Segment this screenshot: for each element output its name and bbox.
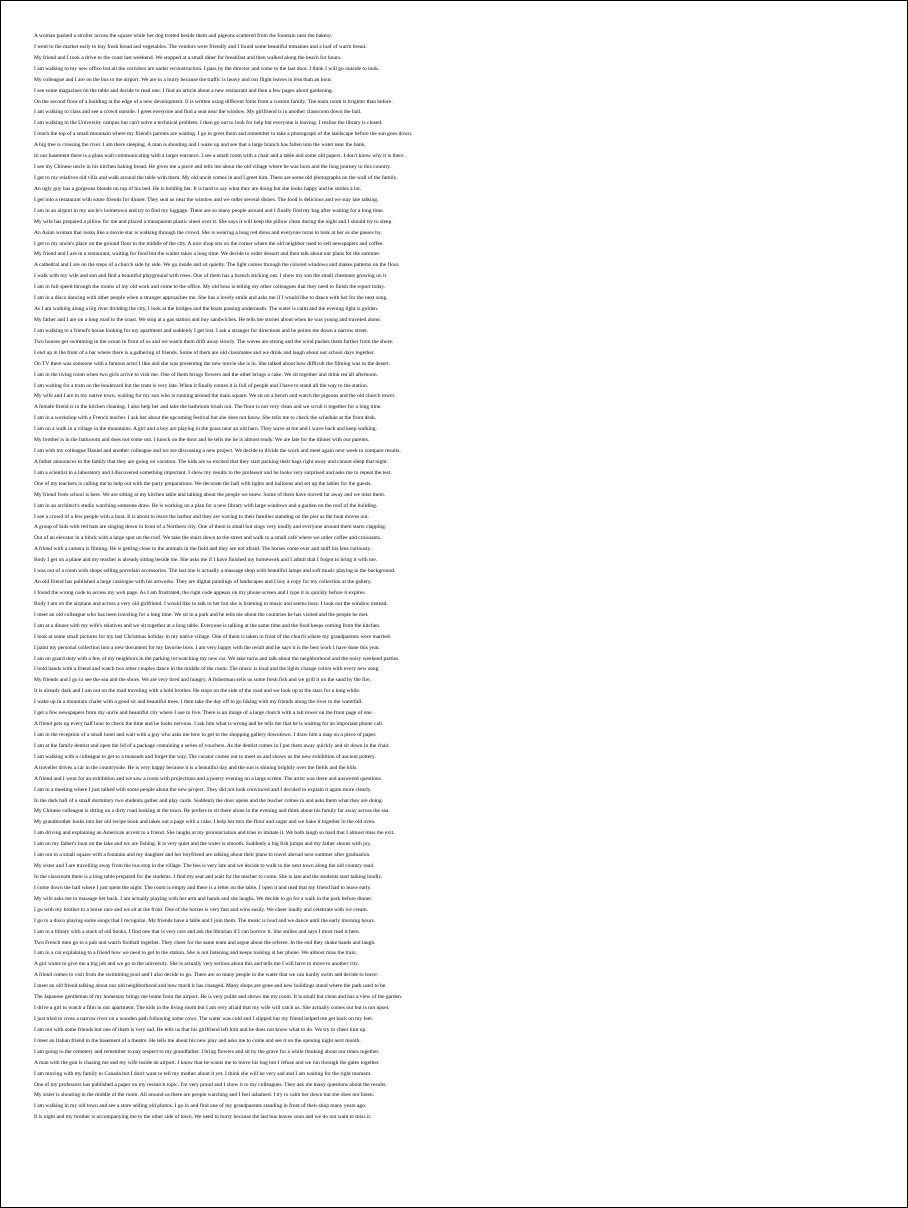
text-line: I go with my brother to a horse race and we sit at the front. One of the horses is very fast and wins easily. We cheer loudly and celebrate with ice cream. — [34, 906, 369, 913]
text-line: I get to my uncle's place on the ground floor in the middle of the city. A nice shop sits on the corner where the old neighbor used to sell newspapers and coffee. — [34, 240, 384, 247]
text-line: Out of an elevator in a block with a large spot on the roof. We take the stairs down to the street and walk to a small café where we order coffee and croissants. — [34, 535, 382, 542]
text-line: My Chinese colleague is sitting on a dirty road looking at the town. He prefers to sit there alone in the evening and think about his family far away across the sea. — [34, 808, 390, 815]
text-line: My sister is shouting in the middle of the room. All around us there are people watching and I feel ashamed. I try to calm her down but she does not listen. — [34, 1092, 375, 1099]
text-line: I am at a dinner with my wife's relatives and we sit together at a long table. Everyone is talking at the same time and the food keeps coming from the kitchen. — [34, 622, 381, 629]
text-line: My friends and I go to see the sea and the shore. We are very tired and hungry. A fisherman sells us some fresh fish and we grill it on the sand by the fire. — [34, 677, 372, 684]
text-line: A cathedral and I are on the steps of a church side by side. We go inside and sit quietly. The light comes through the colored windows and makes patterns on the floor. — [34, 262, 400, 269]
text-line: In the classroom there is a long table prepared for the students. I find my seat and wait for the teacher to come. She is late and the students start talking loudly. — [34, 873, 383, 880]
text-line: I am going to the cemetery and remember to pay respect to my grandfather. I bring flowers and sit by the grave for a while thinking about our times together. — [34, 1048, 380, 1055]
text-line: I am with my colleague Daniel and another colleague and we are discussing a new project. We decide to divide the work and meet again next week to compare results. — [34, 448, 401, 455]
text-line: One of my professors has published a paper on my research topic. I'm very proud and I show it to my colleagues. They ask me many questions about the results. — [34, 1081, 387, 1088]
text-line: I get a few newspapers from my uncle and beautiful city where I use to live. There is an image of a large church with a tall tower on the front page of one. — [34, 710, 373, 717]
text-line: On the second floor of a building at the edge of a new development. It is written using different fonts from a custom family. The main room is brighter than before. — [34, 98, 393, 105]
text-line: A friend with a camera is filming. He is getting close to the animals in the field and they are not afraid. The horses come over and sniff his lens curiously. — [34, 546, 372, 553]
text-line: I meet an old friend talking about our old neighborhood and how much it has changed. Many shops are gone and new buildings stand where the park used to be. — [34, 983, 387, 990]
text-line: I wake up in a mountain chalet with a good sir and beautiful trees. I then take the day off to go hiking with my friends along the river to the waterfall. — [34, 699, 363, 706]
text-line: I am a scientist in a laboratory and I discovered something important. I show my results to the professor and he looks very surprised and asks me to repeat the test. — [34, 469, 392, 476]
text-line: On TV there was someone with a famous actor I like and she was presenting the new movie she is in. She talked about how difficult the filming was in the desert. — [34, 360, 391, 367]
text-line: My friend and I took a drive to the coast last weekend. We stopped at a small diner for breakfast and then walked along the beach for hours. — [34, 54, 342, 61]
text-line: I go to a disco playing some songs that I recognize. My friends have a table and I join them. The music is loud and we dance until the early morning hours. — [34, 917, 376, 924]
text-line: A big tree is crossing the river. I am there sleeping. A man is shouting and I wake up and see that a large branch has fallen into the water near the bank. — [34, 142, 366, 149]
text-line: I walk with my wife and son and find a beautiful playground with trees. One of them has a branch sticking out. I show my son the small chestnuts growing on it. — [34, 273, 388, 280]
text-line: I am walking to a friend's house looking for my apartment and suddenly I get lost. I ask a stranger for directions and he points me down a narrow street. — [34, 327, 369, 334]
text-line: I was out of a room with shops selling porcelain accessories. The last one is actually a massage shop with beautiful lamps and soft music playing in the background. — [34, 568, 396, 575]
text-line: A girl wants to give me a big job and we go to the university. She is actually very serious about this and tells me I will have to move to another city. — [34, 961, 359, 968]
text-line: A woman pushed a stroller across the square while her dog trotted beside them and pigeons scattered from the fountain near the bakery. — [34, 33, 332, 39]
text-line: I am in a library with a stack of old books. I find one that is very rare and ask the librarian if I can borrow it. She smiles and says I must read it here. — [34, 928, 360, 935]
text-line: A friend and I went for an exhibition and we saw a room with projections and a poetry evening on a large screen. The artist was there and answered questions. — [34, 775, 383, 782]
text-line: I am in full speed through the rooms of my old work and come to the office. My old boss is telling my other colleagues that they need to finish the report today. — [34, 284, 386, 291]
text-line: A friend gets up every half hour to check the time and he looks nervous. I ask him what is wrong and he tells me that he is waiting for an important phone call. — [34, 721, 384, 728]
text-line: I am waiting for a tram on the boulevard but the tram is very late. When it finally comes it is full of people and I have to stand all the way to the station. — [34, 382, 369, 389]
text-line: My friend from school is here. We are sitting at my kitchen table and talking about the people we knew. Some of them have moved far away and we miss them. — [34, 491, 386, 498]
text-line: I am walking in my old town and see a store selling old photos. I go in and find one of my grandparents standing in front of their shop many years ago. — [34, 1103, 367, 1110]
text-line: My wife has prepared a pillow for me and placed a transparent plastic sheet over it. She says it will keep the pillow clean during the night and I should try to sleep. — [34, 218, 393, 225]
text-line: I am out with some friends but one of them is very sad. He tells us that his girlfriend left him and he does not know what to do. We try to cheer him up. — [34, 1026, 367, 1033]
text-line: I meet an Italian friend in the basement of a theatre. He tells me about his new play and asks me to come and see it on the opening night next month. — [34, 1037, 361, 1044]
text-line: I am walking to class and see a crowd outside. I greet everyone and find a seat near the window. My girlfriend is in another classroom down the hall. — [34, 109, 362, 116]
text-line: I am at the family dentist and open the lid of a package containing a series of vouchers. As the dentist comes in I put them away quickly and sit down in the chair. — [34, 742, 390, 749]
text-line: Two houses get swimming in the ocean in front of us and we watch them drift away slowly. The waves are strong and the wind pushes them further from the shore. — [34, 338, 394, 345]
text-line: I get to my relatives old villa and walk around the table with them. My old uncle comes in and I greet him. There are some old photographs on the wall of the family. — [34, 174, 398, 181]
text-line: An Asian woman that looks like a movie star is walking through the crowd. She is wearing a long red dress and everyone turns to look at her as she passes by. — [34, 229, 382, 236]
text-line: I am in the living room when two girls arrive to visit me. One of them brings flowers and the other brings a cake. We sit together and drink tea all afternoon. — [34, 371, 379, 378]
text-line: It is already dark and I am out on the road traveling with a bold brother. He stops on the side of the road and we look up at the stars for a long while. — [34, 688, 361, 695]
text-line: In our basement there is a glass wall communicating with a larger entrance. I see a small room with a chair and a table and some old papers. I don't know why it is there. — [34, 153, 405, 160]
text-line: A traveller drives a car in the countryside. He is very happy because it is a beautiful day and the sun is shining brightly over the fields and the hills. — [34, 764, 358, 771]
text-line: A group of kids with red hats are singing down in front of a Northern city. One of them is small but sings very loudly and everyone around them starts clapping. — [34, 524, 387, 531]
text-line: A friend comes to visit from the swimming pool and I also decide to go. There are so many people in the water that we can hardly swim and decide to leave. — [34, 972, 379, 979]
text-line: I am in an airport in my uncle's hometown and try to find my luggage. There are so many people around and I finally find my bag after waiting for a long time. — [34, 207, 385, 214]
text-line: I am in the reception of a small hotel and wait with a guy who asks me how to get to the shopping gallery downtown. I draw him a map on a piece of paper. — [34, 732, 377, 738]
text-line: I am in a meeting where I just talked with some people about the new project. They did not look convinced and I decided to explain it again more clearly. — [34, 786, 372, 793]
text-line: My father and I are on a long road to the coast. We stop at a gas station and buy sandwiches. He tells me stories about when he was young and traveled alone. — [34, 316, 381, 323]
text-line: A man with the gun is chasing me and my wife inside an airport. I know that he wants me to move his bag but I refuse and we run through the gates together. — [34, 1059, 380, 1066]
text-line: As I am walking along a big river dividing the city, I look at the bridges and the boats passing underneath. The water is calm and the evening light is golden. — [34, 306, 379, 313]
text-line: Body I get on a plane and my teacher is already sitting beside me. She asks me if I have finished my homework and I admit that I forgot to bring it with me. — [34, 557, 378, 564]
text-line: I am moving with my family to Canada but I don't want to tell my mother about it yet. I think she will be very sad and I am waiting for the right moment. — [34, 1070, 372, 1077]
text-line: I am on my father's boat on the lake and we are fishing. It is very quiet and the water is smooth. Suddenly a big fish jumps and my father shouts with joy. — [34, 841, 372, 848]
text-line: I hold hands with a friend and watch two other couples dance in the middle of the room. The music is loud and the lights change colors with every new song. — [34, 666, 380, 673]
text-line: I am walking to the University campus but can't solve a technical problem. I then go out to look for help but everyone is leaving. I realize the library is closed. — [34, 120, 383, 127]
text-line: My wife and I are in my native town, waiting for my son who is running around the main square. We sit on a bench and watch the pigeons and the old church tower. — [34, 393, 396, 400]
text-line: I am walking to my new office but all the corridors are under reconstruction. I pass by the director and come to the last door. I think I will go outside to look. — [34, 65, 380, 72]
text-line: My wife asks me to massage her back. I am actually playing with her arm and hands and she laughs. We decide to go for a walk in the park before dinner. — [34, 895, 373, 902]
text-line: I am in a workshop with a French teacher. I ask her about the upcoming festival but she does not know. She tells me to check the schedule at the front desk. — [34, 415, 377, 422]
text-line: My brother is in the bathroom and does not come out. I knock on the door and he tells me he is almost ready. We are late for the dinner with our parents. — [34, 437, 370, 444]
text-line: I am on a walk in a village in the mountains. A girl and a boy are playing in the grass near an old barn. They wave at me and I wave back and keep walking. — [34, 426, 377, 433]
text-line: My grandmother looks into her old recipe book and takes out a page with a cake. I help her mix the flour and sugar and we bake it together in the old oven. — [34, 819, 376, 826]
text-line: I am in a car explaining to a friend how we need to get to the station. She is not listening and keeps looking at her phone. We almost miss the train. — [34, 950, 357, 957]
text-line: I am driving and explaining an American accent to a friend. She laughs at my pronunciation and tries to imitate it. We both laugh so hard that I almost miss the exit. — [34, 830, 395, 837]
text-line: My sister and I are travelling away from the bus stop in the village. The bus is very late and we decide to walk to the next town along the old country road. — [34, 863, 375, 870]
text-line: I am in an architect's studio watching someone draw. He is working on a plan for a new library with large windows and a garden on the roof of the building. — [34, 502, 378, 509]
text-line: My friend and I are in a restaurant, waiting for food but the waiter takes a long time. We decide to order dessert and then talk about our plans for the summer. — [34, 251, 381, 258]
text-line: The Japanese gentleman of my homestay brings me home from the airport. He is very polite and shows me my room. It is small but clean and has a view of the garden. — [34, 994, 403, 1001]
text-line: I found the wrong code to access my web page. As I am frustrated, the right code appears on my phone screen and I type it in quickly before it expires. — [34, 590, 366, 597]
text-line: I get into a restaurant with some friends for dinner. They seat us near the window and we order several dishes. The food is delicious and we stay late talking. — [34, 196, 379, 203]
text-line: My colleague and I are on the bus to the airport. We are in a hurry because the traffic is heavy and our flight leaves in less than an hour. — [34, 76, 332, 83]
text-line: I look at some small pictures for my last Christmas holiday in my native village. One of them is taken in front of the church where my grandparents were married. — [34, 633, 391, 640]
text-line: I went to the market early to buy fresh bread and vegetables. The vendors were friendly and I found some beautiful tomatoes and a loaf of warm bread. — [34, 43, 367, 50]
text-line: A father announces to the family that they are going on vacation. The kids are so excited that they start packing their bags right away and cannot sleep that night. — [34, 458, 389, 465]
text-line: I am on guard duty with a few of my neighbors in the parking lot watching my new car. We take turns and talk about the neighborhood and the noisy weekend parties. — [34, 655, 400, 662]
text-line: I see some magazines on the table and decide to read one. I find an article about a new restaurant and then a few pages about gardening. — [34, 87, 334, 94]
text-line: I see a crowd of a few people with a boat. It is about to leave the harbor and they are waving to their families standing on the pier as the boat moves out. — [34, 513, 369, 520]
text-line: I meet an old colleague who has been traveling for a long time. We sit in a park and he tells me about the countries he has visited and the people he met. — [34, 611, 369, 618]
text-line: I come down the hall where I just spent the night. The room is empty and there is a letter on the table. I open it and read that my friend had to leave early. — [34, 884, 372, 891]
text-line: I just tried to cross a narrow river on a wooden path following some cows. The water was cold and I slipped but my friend helped me get back on my feet. — [34, 1015, 374, 1022]
text-line: In the dark hall of a small dormitory two students gather and play cards. Suddenly the door opens and the teacher comes in and asks them what they are doing. — [34, 797, 384, 804]
text-line: One of my teachers is calling me to help out with the party preparations. We decorate the hall with lights and balloons and set up the tables for the guests. — [34, 480, 372, 487]
text-line: I am out in a small square with a fountain and my daughter and her boyfriend are talking about their plans to travel abroad next summer after graduation. — [34, 852, 371, 859]
text-line: I see my Chinese uncle in his kitchen baking bread. He gives me a piece and tells me about the old village where he was born and the long journey to this country. — [34, 164, 392, 171]
text-line: Body I am on the airplane and across a very old girlfriend. I would like to talk to her but she is listening to music and seems busy. I look out the window instead. — [34, 600, 388, 607]
text-line: An old friend has published a large catalogue with his artworks. They are digital paintings of landscapes and I buy a copy for my collection at the gallery. — [34, 579, 372, 586]
text-line: It is night and my brother is accompanying me to the other side of town. We need to hurry because the last bus leaves soon and we do not want to miss it. — [34, 1114, 372, 1121]
text-line: I drive a girl to watch a film in our apartment. The kids in the living room but I am very afraid that my wife will catch us. She actually comes out but is not upset. — [34, 1005, 390, 1012]
document-body — [34, 31, 876, 1191]
text-line: Two French men go to a pub and watch football together. They cheer for the same team and argue about the referee. In the end they shake hands and laugh. — [34, 939, 376, 946]
text-line: I am in a disco dancing with other people when a stranger approaches me. She has a lovely smile and asks me if I would like to dance with her for the next song. — [34, 295, 388, 302]
text-line: I end up in the front of a bar where there is a gathering of friends. Some of them are old classmates and we drink and laugh about our school days together. — [34, 349, 375, 356]
text-line: I paint my personal collection into a new document for my favorite boss. I am very happy with the result and he says it is the best work I have done this year. — [34, 644, 380, 651]
text-line: I reach the top of a small mountain where my friend's parents are waiting. I go to greet them and remember to take a photograph of the landscape before the sun goes down. — [34, 131, 413, 138]
text-line: A female friend is in the kitchen cleaning. I also help her and take the bathroom brush out. The floor is not very clean and we scrub it together for a long time. — [34, 404, 382, 411]
text-line: An ugly guy has a gorgeous blonde on top of his bed. He is holding her. It is hard to say what they are doing but she looks happy and he smiles a lot. — [34, 185, 362, 192]
text-line: I am walking with a colleague to get to a museum and forget the way. The curator comes out to meet us and shows us the new exhibition of ancient pottery. — [34, 753, 376, 760]
